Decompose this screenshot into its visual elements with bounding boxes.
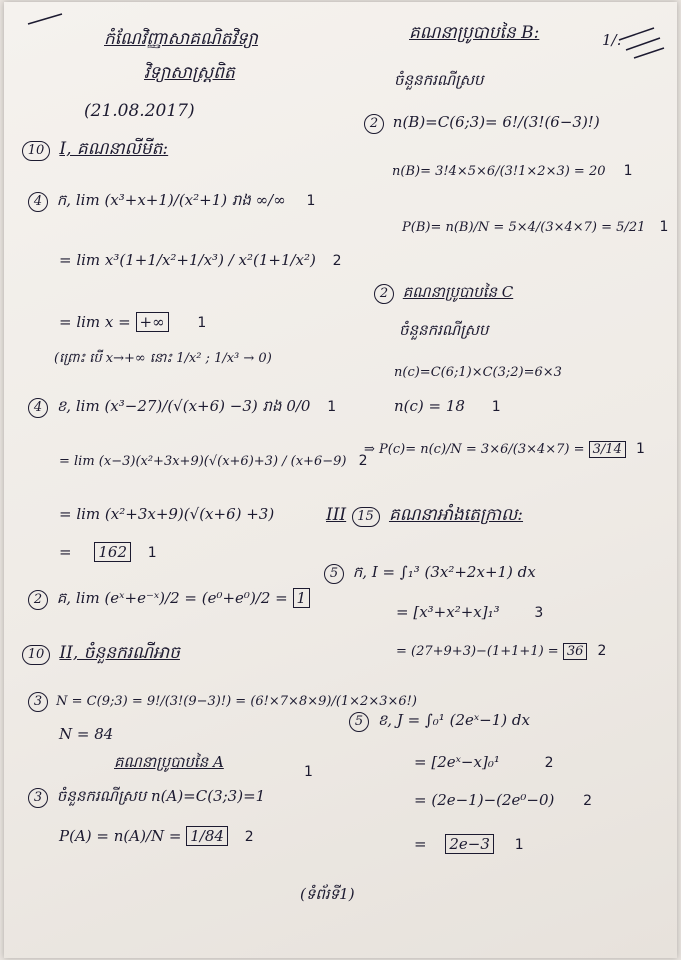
section-3-heading [326, 506, 523, 527]
question-a-line-3 [59, 314, 206, 331]
probability-c-heading [374, 284, 513, 304]
question-n-step-2: N = 84 [59, 725, 114, 743]
probability-a-title: គណនាប្រូបាបនៃ A [114, 753, 224, 771]
question-n-score: 3 [28, 692, 48, 712]
question-b-step-3: = lim (x²+3x+9)(√(x+6) +3) [59, 505, 275, 523]
question-c-answer-box: 1 [293, 588, 311, 608]
section-2-title: II, ចំនួនករណីអាច [59, 643, 180, 663]
question-b-answer-box: 162 [94, 542, 131, 562]
probability-b-subtitle: ចំនួនករណីស្រប [394, 71, 484, 89]
question-b-line-2 [59, 454, 368, 469]
integral-j-line-4 [414, 836, 524, 853]
section-3-score: 15 [352, 507, 380, 527]
question-a-step-1: lim (x³+x+1)/(x²+1) រាង ∞/∞ [75, 191, 286, 209]
question-b-label: ខ, [56, 397, 72, 415]
integral-i-score: 5 [324, 564, 344, 584]
question-a-line-1 [28, 192, 315, 212]
probability-c-step-3: ⇒ P(c)= n(c)/N = 3×6/(3×4×7) = [364, 442, 585, 457]
integral-i-step-2: = [x³+x²+x]₁³ [396, 603, 500, 621]
integral-j-step-2: = [2eˣ−x]₀¹ [414, 753, 500, 771]
question-b-line-4 [59, 544, 157, 561]
integral-j-step-3-points: 2 [583, 793, 593, 809]
section-3-label: III [326, 505, 347, 525]
question-c-score: 2 [28, 590, 48, 610]
probability-a-line-2 [59, 828, 254, 845]
question-b-line-1 [28, 398, 336, 418]
page-subtitle: វិទ្យាសាស្ត្រពិត [144, 63, 235, 83]
question-a-step-2-points: 2 [332, 253, 342, 269]
section-2-score: 10 [22, 645, 50, 665]
probability-a-step-1: ចំនួនករណីស្រប n(A)=C(3;3)=1 [56, 787, 266, 805]
probability-b-step-2-points: 1 [623, 163, 633, 179]
page-number: (ទំព័រទី1) [300, 885, 355, 903]
question-a-score: 4 [28, 192, 48, 212]
integral-j-score: 5 [349, 712, 369, 732]
question-n-line-1 [28, 692, 417, 712]
integral-i-step-3: = (27+9+3)−(1+1+1) = [396, 644, 559, 659]
section-1-score: 10 [22, 141, 50, 161]
section-3-title: គណនាអាំងតេក្រាល: [388, 505, 524, 525]
probability-b-step-1: n(B)=C(6;3)= 6!/(3!(6−3)!) [392, 113, 600, 131]
exam-answer-sheet [4, 2, 677, 958]
integral-j-points: 1 [514, 837, 524, 853]
probability-c-step-1: n(c)=C(6;1)×C(3;2)=6×3 [394, 365, 562, 380]
probability-a-line-1 [28, 788, 265, 808]
integral-j-label: ខ, [377, 711, 393, 729]
question-a-note: (ព្រោះ បើ x→+∞ នោះ 1/x² ; 1/x³ → 0) [54, 351, 272, 366]
question-a-step-3-points: 1 [197, 315, 207, 331]
question-b-step-2-points: 2 [358, 453, 368, 469]
page-mark: 1/. [602, 31, 622, 49]
question-b-step-1-points: 1 [327, 399, 337, 415]
question-a-step-2: = lim x³(1+1/x²+1/x³) / x²(1+1/x²) [59, 251, 316, 269]
integral-j-line-3 [414, 792, 592, 809]
question-n-step-1: N = C(9;3) = 9!/(3!(9−3)!) = (6!×7×8×9)/(1×2×3×6!) [56, 694, 417, 709]
probability-c-points: 1 [636, 441, 645, 457]
integral-j-step-2-points: 2 [544, 755, 554, 771]
probability-c-subtitle: ចំនួនករណីស្រប [399, 321, 489, 339]
probability-a-score: 3 [28, 788, 48, 808]
integral-j-step-3: = (2e−1)−(2e⁰−0) [414, 791, 555, 809]
probability-c-line-3 [364, 442, 645, 457]
question-c-label: គ, [56, 589, 72, 607]
question-b-score: 4 [28, 398, 48, 418]
integral-j-answer-box: 2e−3 [445, 834, 494, 854]
probability-c-answer-box: 3/14 [589, 441, 626, 458]
integral-j-line-1 [349, 712, 530, 732]
probability-c-title: គណនាប្រូបាបនៃ C [402, 283, 514, 301]
integral-i-answer-box: 36 [563, 643, 588, 660]
pen-stroke-marks [614, 20, 666, 60]
probability-c-step-2: n(c) = 18 [394, 397, 465, 415]
probability-b-line-1 [364, 114, 600, 134]
probability-b-line-2 [392, 164, 633, 179]
question-a-answer-box: +∞ [136, 312, 169, 332]
probability-b-step-3: P(B)= n(B)/N = 5×4/(3×4×7) = 5/21 [402, 220, 646, 235]
probability-a-mark: 1 [304, 764, 313, 780]
section-1-heading [22, 140, 168, 161]
question-c-line-1 [28, 590, 310, 610]
probability-b-step-2: n(B)= 3!4×5×6/(3!1×2×3) = 20 [392, 164, 606, 179]
probability-a-step-2: P(A) = n(A)/N = [59, 827, 182, 845]
question-b-step-2: = lim (x−3)(x²+3x+9)(√(x+6)+3) / (x+6−9) [59, 454, 347, 469]
question-a-label: ក, [56, 191, 72, 209]
probability-b-score: 2 [364, 114, 384, 134]
integral-i-step-1: I = ∫₁³ (3x²+2x+1) dx [371, 563, 536, 581]
section-1-title: I, គណនាលីមីត: [59, 139, 169, 159]
probability-b-step-3-points: 1 [659, 219, 669, 235]
page-title: កំណែវិញ្ញាសាគណិតវិទ្យា [104, 29, 258, 49]
integral-i-step-2-points: 3 [534, 605, 544, 621]
integral-j-line-2 [414, 754, 554, 771]
exam-date: (21.08.2017) [84, 101, 195, 121]
integral-j-step-4: = [414, 835, 427, 853]
probability-c-step-2-points: 1 [491, 399, 501, 415]
question-b-step-1: lim (x³−27)/(√(x+6) −3) រាង 0/0 [75, 397, 311, 415]
integral-j-step-1: J = ∫₀¹ (2eˣ−1) dx [396, 711, 530, 729]
integral-i-line-1 [324, 564, 536, 584]
question-a-step-3: = lim x = [59, 313, 131, 331]
question-b-step-4-points: 1 [147, 545, 157, 561]
integral-i-line-3 [396, 644, 606, 659]
question-a-step-1-points: 1 [306, 193, 316, 209]
probability-a-answer-box: 1/84 [186, 826, 228, 846]
section-2-heading [22, 644, 180, 665]
integral-i-line-2 [396, 604, 543, 621]
probability-c-score: 2 [374, 284, 394, 304]
section-b-title: គណនាប្រូបាបនៃ B: [409, 23, 540, 43]
question-a-line-2 [59, 252, 342, 269]
integral-i-points: 2 [597, 643, 607, 659]
probability-a-points: 2 [244, 829, 254, 845]
probability-b-line-3 [402, 220, 668, 235]
question-b-step-4: = [59, 543, 72, 561]
question-c-step-1: lim (eˣ+e⁻ˣ)/2 = (e⁰+e⁰)/2 = [75, 589, 288, 607]
probability-c-line-2 [394, 398, 501, 415]
integral-i-label: ក, [352, 563, 368, 581]
pen-stroke-corner [26, 10, 66, 30]
